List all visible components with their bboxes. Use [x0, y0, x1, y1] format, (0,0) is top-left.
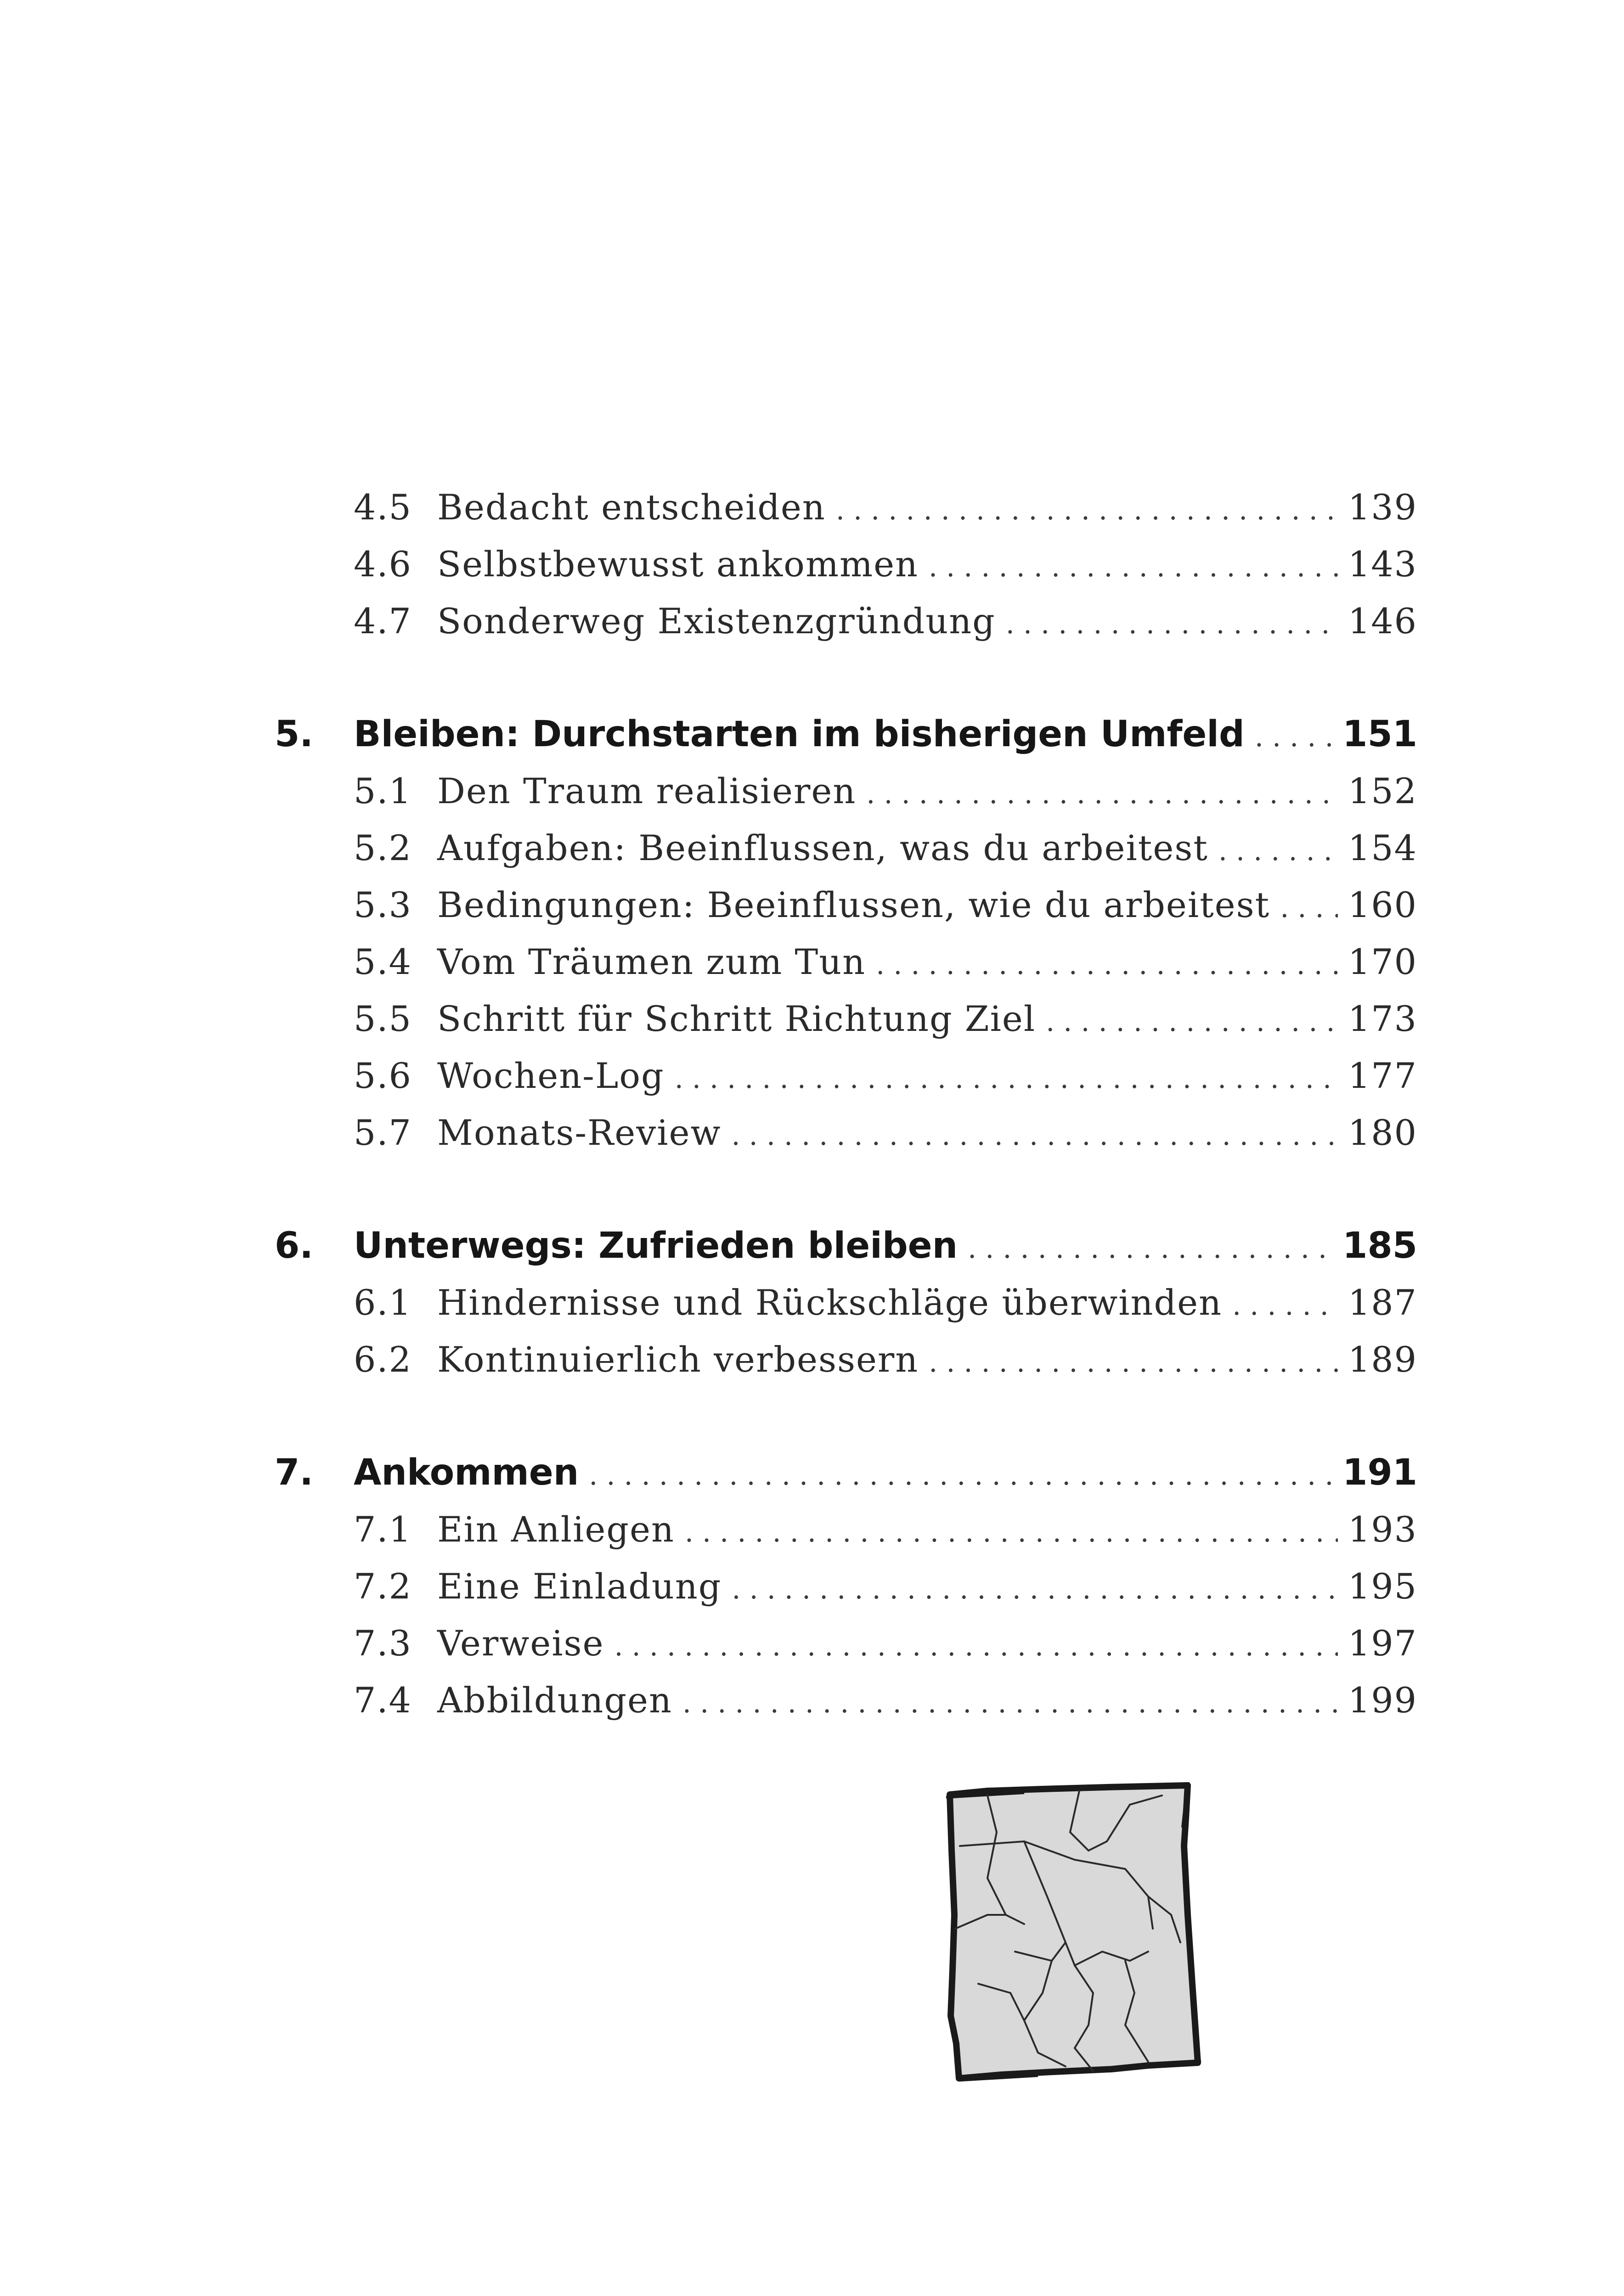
- entry-page: 154: [1348, 827, 1417, 868]
- dot-leader: [1280, 884, 1338, 925]
- chapter-title: Bleiben: Durchstarten im bisherigen Umfeld: [354, 714, 1245, 755]
- entry-number: 6.2: [354, 1339, 412, 1380]
- chapter-title: Unterwegs: Zufrieden bleiben: [354, 1225, 958, 1266]
- entry-number: 5.7: [354, 1112, 412, 1153]
- chapter-number: 5.: [275, 714, 313, 755]
- entry-page: 143: [1348, 544, 1417, 585]
- entry-number: 5.4: [354, 941, 412, 982]
- dot-leader: [1046, 998, 1338, 1039]
- toc-entry[interactable]: [275, 1112, 1417, 1169]
- entry-title: Ein Anliegen: [437, 1509, 675, 1550]
- chapter-page: 185: [1342, 1225, 1417, 1266]
- entry-title: Schritt für Schritt Richtung Ziel: [437, 998, 1036, 1039]
- entry-number: 4.7: [354, 601, 412, 642]
- entry-page: 199: [1348, 1680, 1417, 1721]
- dot-leader: [685, 1509, 1338, 1550]
- crumpled-paper-sketch-icon: [932, 1777, 1212, 2085]
- entry-number: 5.5: [354, 998, 412, 1039]
- entry-page: 177: [1348, 1055, 1417, 1096]
- entry-title: Selbstbewusst ankommen: [437, 544, 919, 585]
- dot-leader: [732, 1566, 1338, 1607]
- entry-page: 170: [1348, 941, 1417, 982]
- dot-leader: [968, 1225, 1332, 1266]
- toc-entry[interactable]: [275, 1566, 1417, 1623]
- entry-number: 6.1: [354, 1282, 412, 1323]
- entry-title: Abbildungen: [437, 1680, 672, 1721]
- entry-page: 160: [1348, 884, 1417, 925]
- dot-leader: [1218, 827, 1338, 868]
- dot-leader: [732, 1112, 1338, 1153]
- entry-number: 7.4: [354, 1680, 412, 1721]
- entry-title: Vom Träumen zum Tun: [437, 941, 866, 982]
- toc-entry[interactable]: [275, 884, 1417, 941]
- toc-entry[interactable]: [275, 998, 1417, 1055]
- entry-title: Bedacht entscheiden: [437, 487, 826, 528]
- entry-title: Sonderweg Existenzgründung: [437, 601, 996, 642]
- table-of-contents: [275, 487, 1417, 1737]
- entry-page: 180: [1348, 1112, 1417, 1153]
- dot-leader: [929, 1339, 1338, 1380]
- toc-entry[interactable]: [275, 771, 1417, 827]
- toc-entry[interactable]: [275, 1282, 1417, 1339]
- entry-number: 5.1: [354, 771, 412, 811]
- toc-chapter[interactable]: [275, 1452, 1417, 1509]
- toc-entry[interactable]: [275, 1339, 1417, 1396]
- dot-leader: [866, 771, 1338, 811]
- entry-page: 193: [1348, 1509, 1417, 1550]
- toc-entry[interactable]: [275, 1623, 1417, 1680]
- entry-number: 5.3: [354, 884, 412, 925]
- entry-page: 173: [1348, 998, 1417, 1039]
- dot-leader: [876, 941, 1338, 982]
- dot-leader: [1255, 714, 1332, 755]
- dot-leader: [615, 1623, 1338, 1664]
- entry-page: 139: [1348, 487, 1417, 528]
- toc-entry[interactable]: [275, 1509, 1417, 1566]
- entry-number: 7.3: [354, 1623, 412, 1664]
- toc-entry[interactable]: [275, 1055, 1417, 1112]
- dot-leader: [682, 1680, 1338, 1721]
- toc-entry[interactable]: [275, 941, 1417, 998]
- entry-title: Aufgaben: Beeinflussen, was du arbeitest: [437, 827, 1208, 868]
- entry-number: 7.1: [354, 1509, 412, 1550]
- chapter-number: 6.: [275, 1225, 313, 1266]
- entry-number: 5.2: [354, 827, 412, 868]
- entry-number: 4.5: [354, 487, 412, 528]
- entry-page: 146: [1348, 601, 1417, 642]
- entry-title: Monats-Review: [437, 1112, 722, 1153]
- toc-entry[interactable]: [275, 1680, 1417, 1737]
- entry-title: Kontinuierlich verbessern: [437, 1339, 919, 1380]
- chapter-title: Ankommen: [354, 1452, 579, 1493]
- entry-title: Den Traum realisieren: [437, 771, 857, 811]
- dot-leader: [1232, 1282, 1338, 1323]
- entry-title: Bedingungen: Beeinflussen, wie du arbeitest: [437, 884, 1270, 925]
- entry-title: Hindernisse und Rückschläge überwinden: [437, 1282, 1223, 1323]
- entry-number: 7.2: [354, 1566, 412, 1607]
- entry-number: 4.6: [354, 544, 412, 585]
- entry-page: 152: [1348, 771, 1417, 811]
- toc-chapter[interactable]: [275, 714, 1417, 771]
- chapter-page: 191: [1342, 1452, 1417, 1493]
- toc-entry[interactable]: [275, 544, 1417, 601]
- dot-leader: [1006, 601, 1338, 642]
- entry-page: 187: [1348, 1282, 1417, 1323]
- toc-entry[interactable]: [275, 827, 1417, 884]
- entry-title: Eine Einladung: [437, 1566, 722, 1607]
- toc-chapter[interactable]: [275, 1225, 1417, 1282]
- toc-entry[interactable]: [275, 487, 1417, 544]
- toc-entry[interactable]: [275, 601, 1417, 658]
- dot-leader: [836, 487, 1338, 528]
- entry-page: 195: [1348, 1566, 1417, 1607]
- entry-page: 189: [1348, 1339, 1417, 1380]
- dot-leader: [589, 1452, 1332, 1493]
- entry-title: Verweise: [437, 1623, 604, 1664]
- paper-fill: [951, 1786, 1196, 2078]
- dot-leader: [675, 1055, 1338, 1096]
- entry-title: Wochen-Log: [437, 1055, 665, 1096]
- entry-page: 197: [1348, 1623, 1417, 1664]
- entry-number: 5.6: [354, 1055, 412, 1096]
- chapter-page: 151: [1342, 714, 1417, 755]
- dot-leader: [929, 544, 1338, 585]
- chapter-number: 7.: [275, 1452, 313, 1493]
